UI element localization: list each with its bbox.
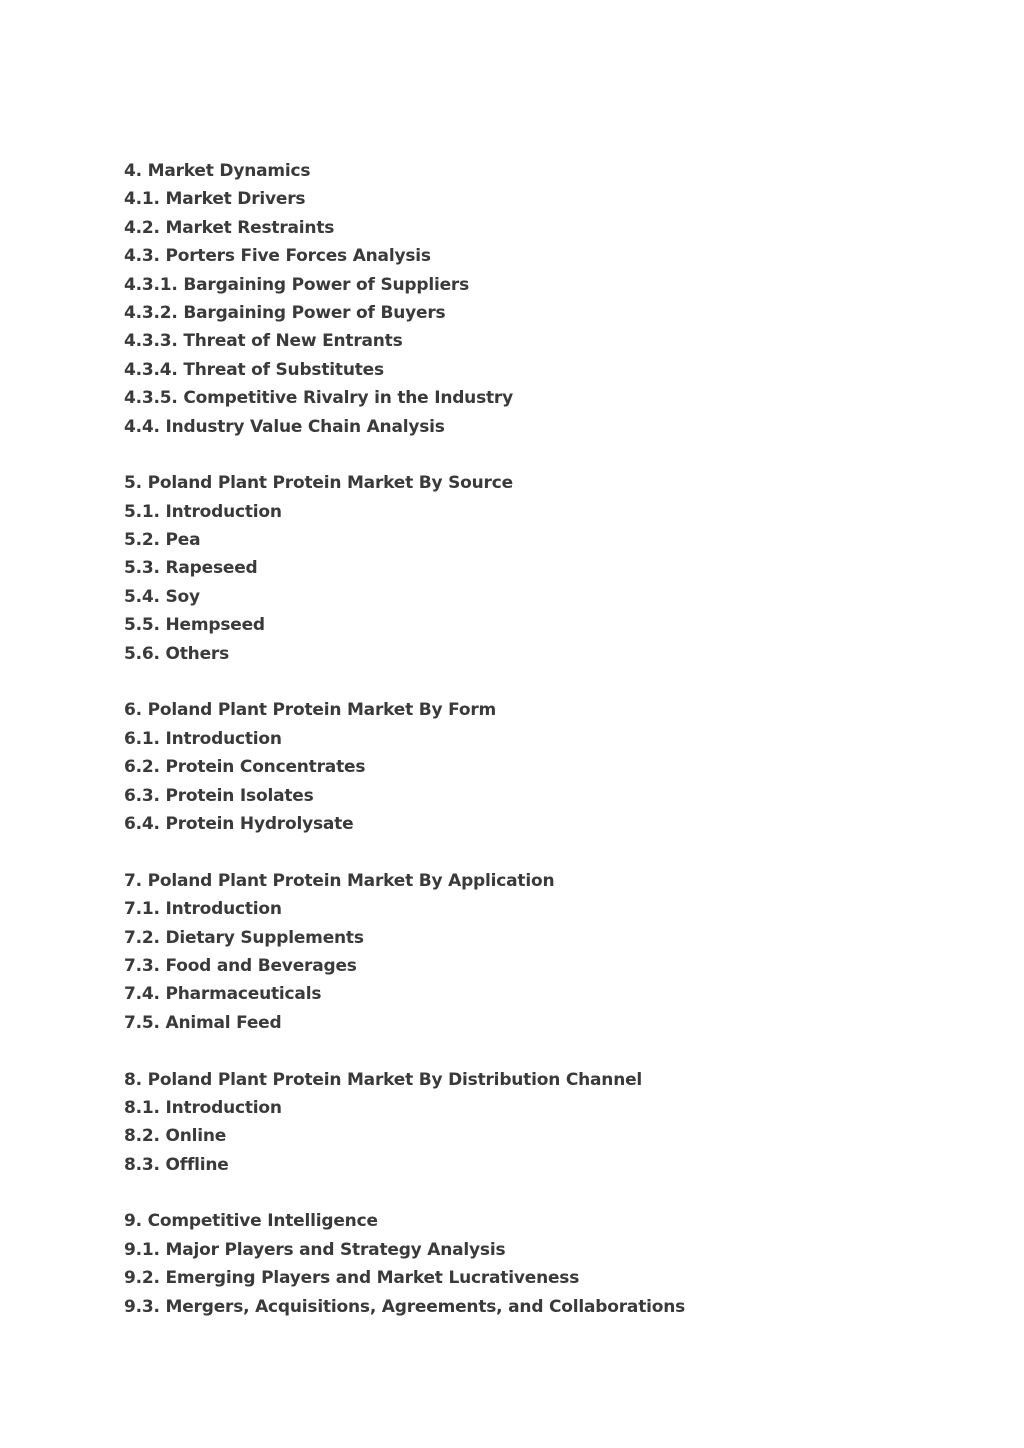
toc-entry: 4.3.3. Threat of New Entrants xyxy=(124,331,403,352)
toc-heading: 8. Poland Plant Protein Market By Distribution Channel xyxy=(124,1069,643,1090)
toc-entry: 4.3.5. Competitive Rivalry in the Industry xyxy=(124,388,514,409)
toc-entry: 6.1. Introduction xyxy=(124,728,282,749)
toc-heading: 4. Market Dynamics xyxy=(124,161,311,181)
toc-entry: 8.1. Introduction xyxy=(124,1097,282,1118)
toc-section-8 xyxy=(124,1066,884,1180)
toc-section-7 xyxy=(124,867,884,1037)
toc-entry: 7.2. Dietary Supplements xyxy=(124,927,364,948)
toc-entry: 5.4. Soy xyxy=(124,586,200,607)
toc-heading: 5. Poland Plant Protein Market By Source xyxy=(124,473,513,494)
toc-entry: 8.3. Offline xyxy=(124,1154,229,1175)
toc-entry: 6.4. Protein Hydrolysate xyxy=(124,813,354,834)
toc-section-6 xyxy=(124,696,884,838)
toc-entry: 4.2. Market Restraints xyxy=(124,217,335,238)
toc-entry: 9.2. Emerging Players and Market Lucrativeness xyxy=(124,1268,580,1289)
toc-entry: 8.2. Online xyxy=(124,1126,227,1147)
toc-section-5 xyxy=(124,469,884,668)
table-of-contents xyxy=(124,157,884,1349)
toc-section-4 xyxy=(124,157,884,441)
toc-entry: 7.5. Animal Feed xyxy=(124,1012,282,1033)
toc-entry: 9.1. Major Players and Strategy Analysis xyxy=(124,1239,506,1260)
toc-entry: 4.1. Market Drivers xyxy=(124,189,306,210)
toc-entry: 5.2. Pea xyxy=(124,530,201,551)
toc-entry: 5.6. Others xyxy=(124,643,230,664)
toc-entry: 7.3. Food and Beverages xyxy=(124,955,357,976)
toc-entry: 7.1. Introduction xyxy=(124,899,282,920)
toc-heading: 9. Competitive Intelligence xyxy=(124,1211,378,1232)
toc-entry: 4.3.4. Threat of Substitutes xyxy=(124,359,384,380)
toc-entry: 4.4. Industry Value Chain Analysis xyxy=(124,416,445,437)
toc-entry: 5.3. Rapeseed xyxy=(124,558,258,579)
toc-section-9 xyxy=(124,1207,884,1321)
toc-entry: 6.3. Protein Isolates xyxy=(124,785,314,806)
toc-entry: 5.5. Hempseed xyxy=(124,615,265,636)
toc-entry: 6.2. Protein Concentrates xyxy=(124,757,366,778)
toc-entry: 4.3. Porters Five Forces Analysis xyxy=(124,246,431,267)
toc-entry: 4.3.1. Bargaining Power of Suppliers xyxy=(124,274,470,295)
toc-entry: 7.4. Pharmaceuticals xyxy=(124,984,322,1005)
toc-heading: 7. Poland Plant Protein Market By Application xyxy=(124,870,555,891)
toc-entry: 5.1. Introduction xyxy=(124,501,282,522)
toc-entry: 9.3. Mergers, Acquisitions, Agreements, and Collaborations xyxy=(124,1296,686,1317)
toc-heading: 6. Poland Plant Protein Market By Form xyxy=(124,700,497,721)
toc-entry: 4.3.2. Bargaining Power of Buyers xyxy=(124,302,446,323)
